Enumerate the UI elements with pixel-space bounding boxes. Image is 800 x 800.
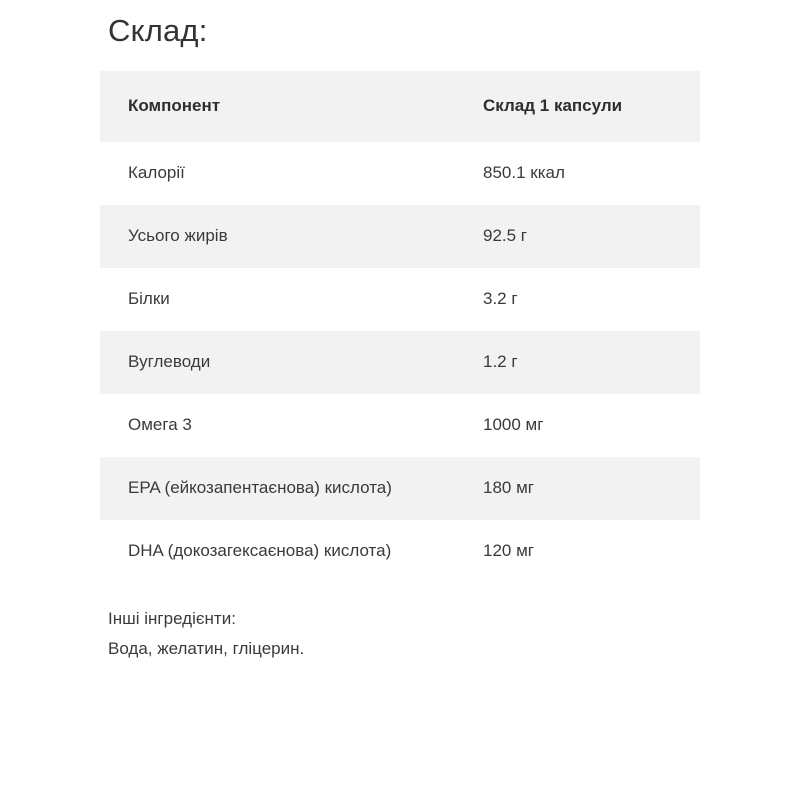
row-amount: 3.2 г xyxy=(455,268,700,331)
row-amount: 180 мг xyxy=(455,457,700,520)
row-component: Усього жирів xyxy=(100,205,455,268)
ingredients-table xyxy=(100,71,700,583)
row-component: DHA (докозагексаєнова) кислота) xyxy=(100,520,455,583)
row-amount: 850.1 ккал xyxy=(455,142,700,205)
row-amount: 92.5 г xyxy=(455,205,700,268)
row-component: Калорії xyxy=(100,142,455,205)
table-row xyxy=(100,268,700,331)
table-row xyxy=(100,394,700,457)
table-row xyxy=(100,457,700,520)
other-ingredients-text: Вода, желатин, гліцерин. xyxy=(108,638,305,658)
column-header-component: Компонент xyxy=(100,71,455,142)
other-ingredients-section xyxy=(108,609,700,659)
row-component: Білки xyxy=(100,268,455,331)
row-amount: 1.2 г xyxy=(455,331,700,394)
row-amount: 1000 мг xyxy=(455,394,700,457)
row-component: Омега 3 xyxy=(100,394,455,457)
row-component: EPA (ейкозапентаєнова) кислота) xyxy=(100,457,455,520)
other-ingredients-heading: Інші інгредієнти: xyxy=(108,608,236,628)
row-component: Вуглеводи xyxy=(100,331,455,394)
table-header-row xyxy=(100,71,700,142)
table-row xyxy=(100,331,700,394)
page-title: Склад: xyxy=(108,13,208,48)
table-row xyxy=(100,142,700,205)
table-row xyxy=(100,205,700,268)
column-header-amount: Склад 1 капсули xyxy=(455,71,700,142)
table-row xyxy=(100,520,700,583)
row-amount: 120 мг xyxy=(455,520,700,583)
